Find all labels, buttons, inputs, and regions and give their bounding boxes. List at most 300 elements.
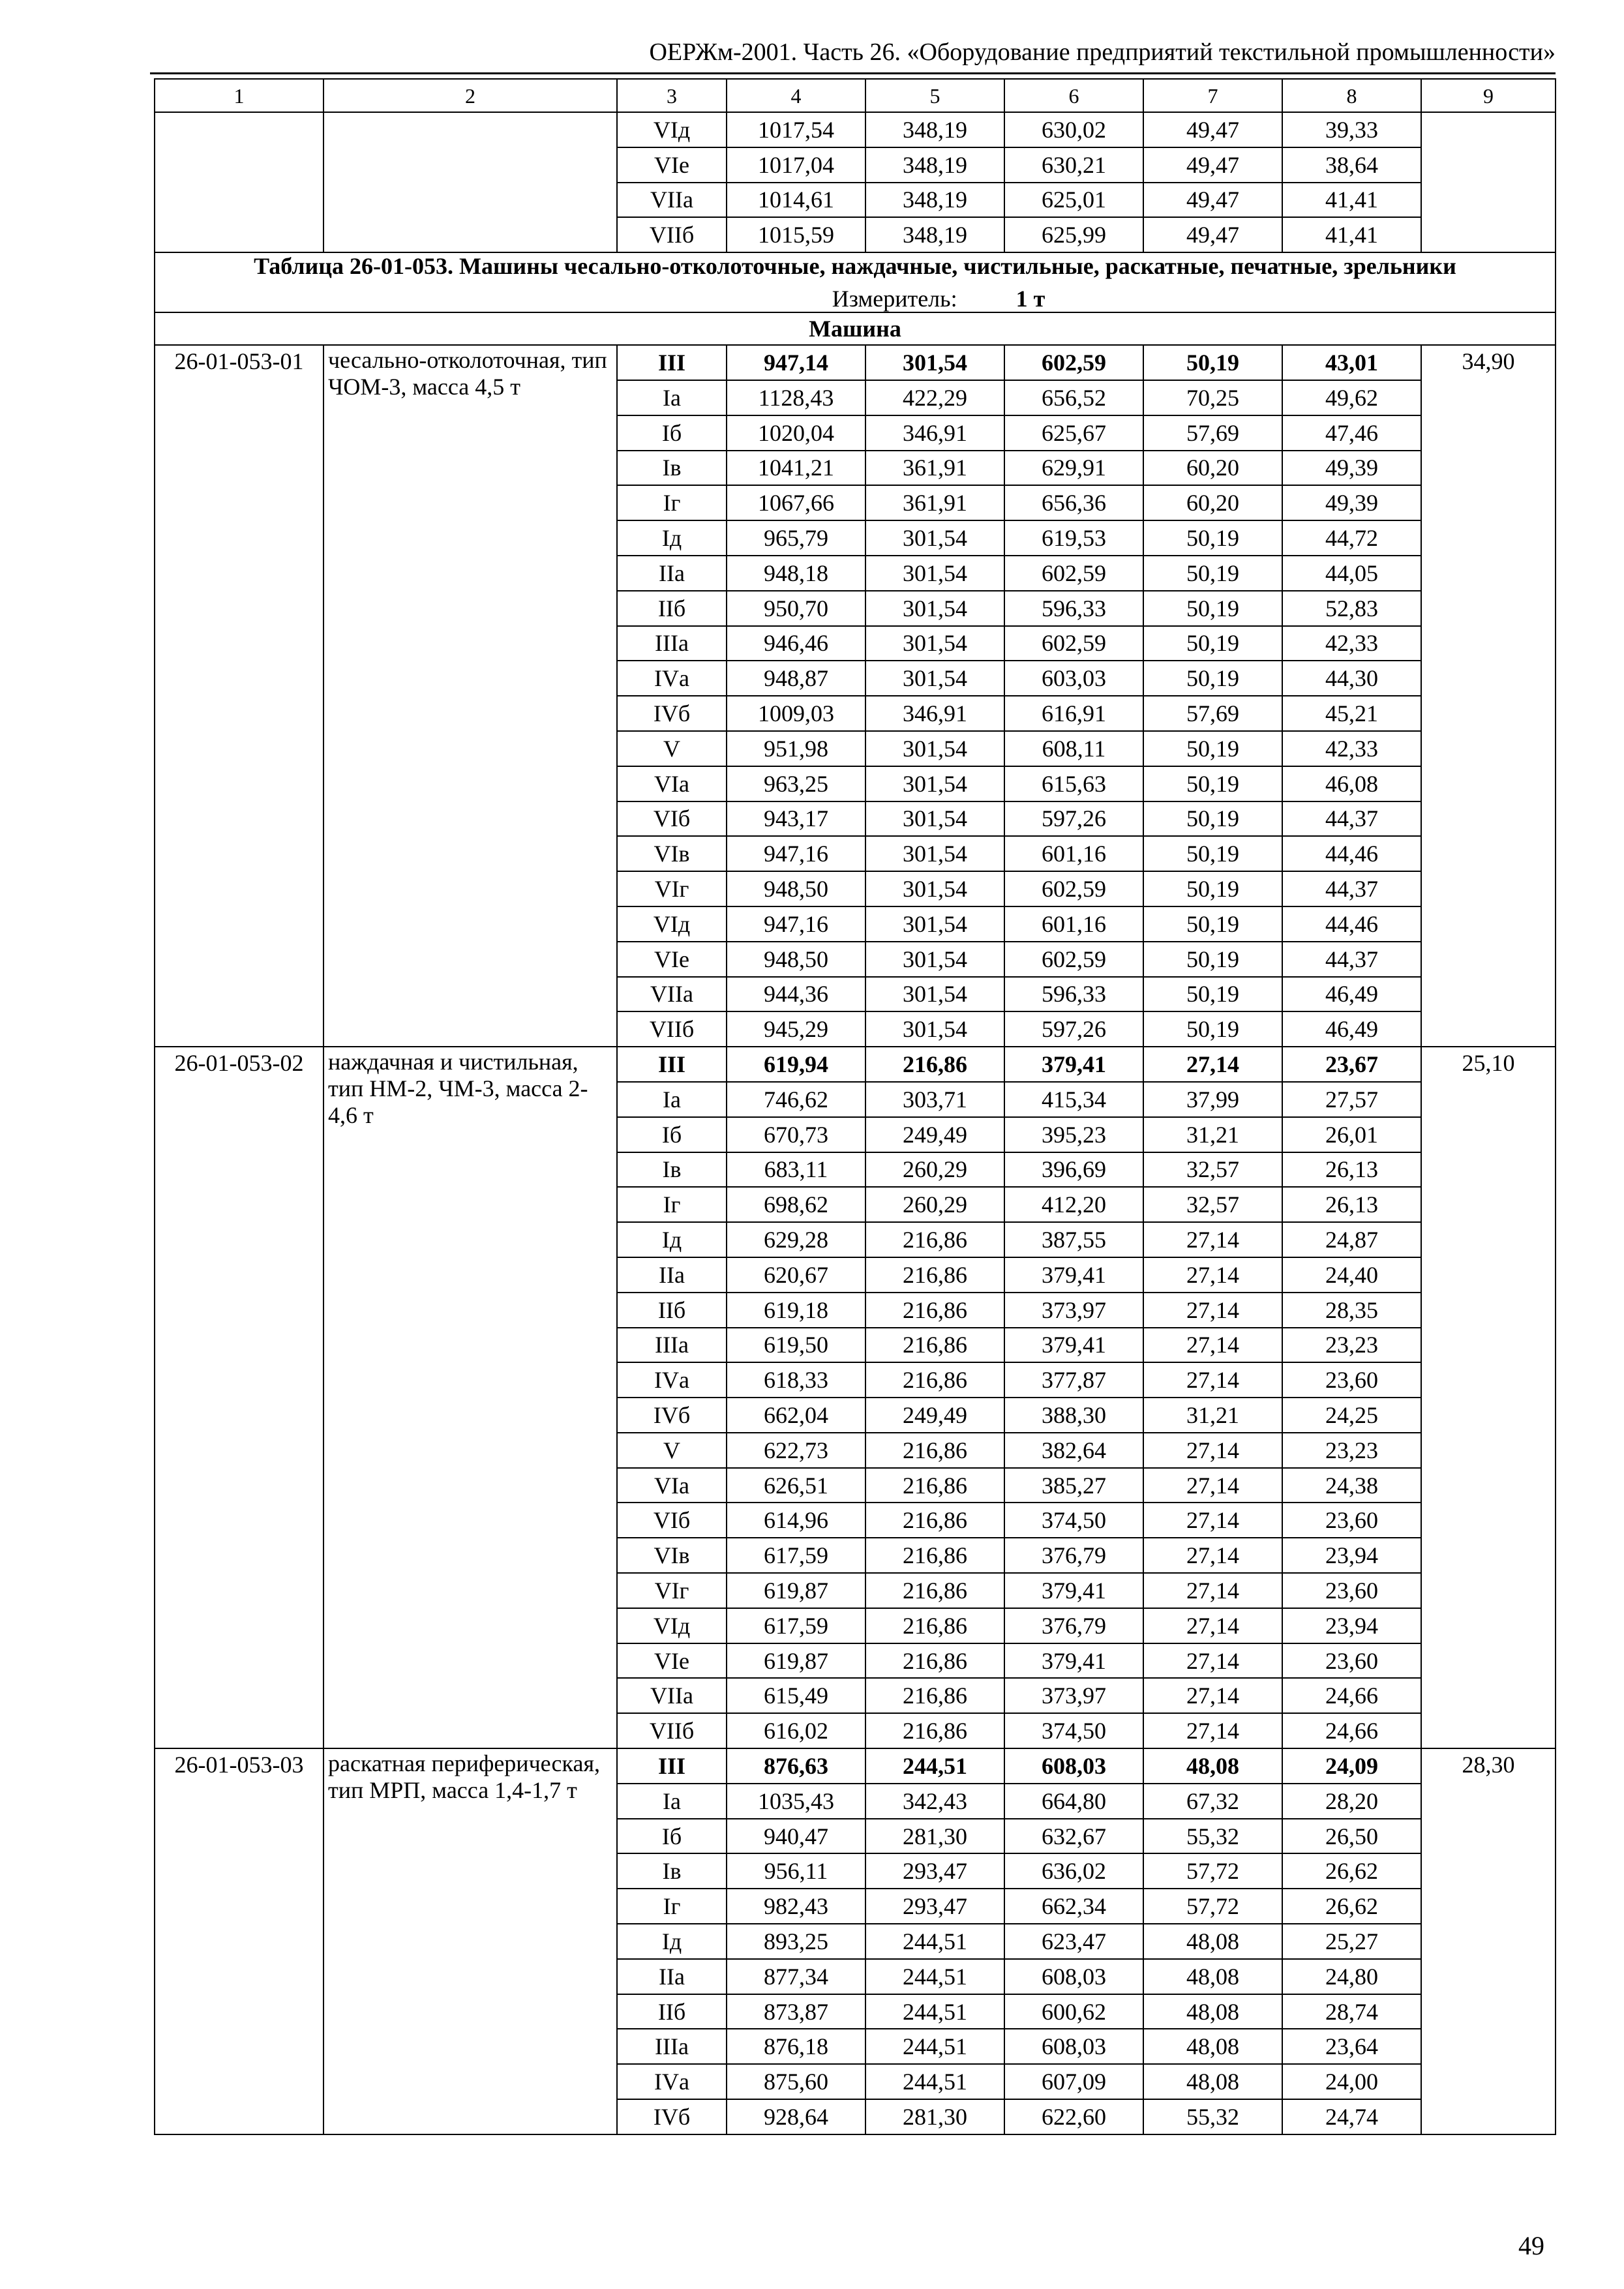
zone-code-cell: IIа	[617, 1959, 727, 1994]
value-cell: 50,19	[1143, 626, 1282, 661]
value-cell: 23,64	[1282, 2029, 1421, 2064]
value-cell: 373,97	[1004, 1678, 1143, 1713]
value-cell: 600,62	[1004, 1994, 1143, 2029]
zone-code-cell: VIIб	[617, 217, 727, 252]
zone-code-cell: VIд	[617, 906, 727, 942]
value-cell: 948,87	[727, 661, 865, 696]
value-cell: 956,11	[727, 1853, 865, 1889]
column-number-row	[155, 79, 1556, 112]
value-cell: 37,99	[1143, 1082, 1282, 1117]
zone-code-cell: V	[617, 1433, 727, 1468]
value-cell: 23,60	[1282, 1503, 1421, 1538]
value-cell: 950,70	[727, 591, 865, 626]
value-cell: 49,39	[1282, 451, 1421, 486]
price-table	[154, 78, 1556, 2135]
value-cell: 24,87	[1282, 1222, 1421, 1257]
value-cell: 50,19	[1143, 942, 1282, 977]
zone-code-cell: Iв	[617, 451, 727, 486]
value-cell: 44,37	[1282, 942, 1421, 977]
value-cell: 379,41	[1004, 1643, 1143, 1679]
value-cell: 49,39	[1282, 485, 1421, 520]
value-cell: 49,47	[1143, 147, 1282, 183]
value-cell: 44,46	[1282, 836, 1421, 871]
value-cell: 26,50	[1282, 1819, 1421, 1854]
value-cell: 27,14	[1143, 1047, 1282, 1082]
page-number: 49	[1518, 2231, 1544, 2260]
value-cell: 379,41	[1004, 1257, 1143, 1293]
value-cell: 301,54	[865, 977, 1004, 1012]
value-cell: 618,33	[727, 1362, 865, 1398]
item-code: 26-01-053-01	[155, 345, 323, 1047]
zone-code-cell: VIд	[617, 1608, 727, 1643]
zone-code-cell: Iб	[617, 415, 727, 451]
value-cell: 1017,54	[727, 112, 865, 147]
value-cell: 216,86	[865, 1362, 1004, 1398]
value-cell: 293,47	[865, 1853, 1004, 1889]
value-cell: 379,41	[1004, 1328, 1143, 1363]
zone-code-cell: VIIб	[617, 1713, 727, 1748]
value-cell: 244,51	[865, 1748, 1004, 1784]
value-cell: 293,47	[865, 1889, 1004, 1924]
zone-code-cell: IIIа	[617, 2029, 727, 2064]
value-cell: 49,62	[1282, 380, 1421, 415]
value-cell: 373,97	[1004, 1293, 1143, 1328]
value-cell: 216,86	[865, 1643, 1004, 1679]
value-cell: 27,14	[1143, 1538, 1282, 1573]
value-cell: 216,86	[865, 1257, 1004, 1293]
value-cell: 27,14	[1143, 1362, 1282, 1398]
value-cell: 244,51	[865, 2029, 1004, 2064]
zone-code-cell: VIIа	[617, 977, 727, 1012]
value-cell: 52,83	[1282, 591, 1421, 626]
value-cell: 50,19	[1143, 591, 1282, 626]
value-cell: 602,59	[1004, 556, 1143, 591]
value-cell: 947,16	[727, 906, 865, 942]
zone-code-cell: IIа	[617, 1257, 727, 1293]
value-cell: 965,79	[727, 520, 865, 556]
value-cell: 1014,61	[727, 183, 865, 218]
zone-code-cell: IVб	[617, 1398, 727, 1433]
zone-code-cell: VIIа	[617, 1678, 727, 1713]
value-cell: 23,60	[1282, 1643, 1421, 1679]
column-number: 9	[1421, 79, 1556, 112]
zone-code-cell: Iб	[617, 1819, 727, 1854]
value-cell: 244,51	[865, 1924, 1004, 1959]
value-cell: 27,14	[1143, 1328, 1282, 1363]
value-cell: 877,34	[727, 1959, 865, 1994]
value-cell: 46,49	[1282, 1011, 1421, 1047]
table-title: Таблица 26-01-053. Машины чесально-отколоточные, наждачные, чистильные, раскатные, печатные, зрельники	[254, 253, 1456, 280]
value-cell: 23,60	[1282, 1362, 1421, 1398]
value-cell: 388,30	[1004, 1398, 1143, 1433]
value-cell: 301,54	[865, 1011, 1004, 1047]
value-cell: 301,54	[865, 906, 1004, 942]
value-cell: 42,33	[1282, 626, 1421, 661]
value-cell: 951,98	[727, 731, 865, 766]
item-description: наждачная и чистильная, тип НМ-2, ЧМ-3, масса 2-4,6 т	[323, 1047, 617, 1748]
zone-code-cell: Iд	[617, 1924, 727, 1959]
value-cell: 48,08	[1143, 1994, 1282, 2029]
value-cell: 216,86	[865, 1538, 1004, 1573]
value-cell: 632,67	[1004, 1819, 1143, 1854]
value-cell: 603,03	[1004, 661, 1143, 696]
value-cell: 50,19	[1143, 871, 1282, 906]
value-cell: 27,14	[1143, 1222, 1282, 1257]
value-cell: 630,21	[1004, 147, 1143, 183]
value-cell: 31,21	[1143, 1398, 1282, 1433]
zone-code-cell: Iа	[617, 1784, 727, 1819]
column-number: 1	[155, 79, 323, 112]
value-cell: 67,32	[1143, 1784, 1282, 1819]
value-cell: 348,19	[865, 112, 1004, 147]
value-cell: 260,29	[865, 1152, 1004, 1188]
value-cell: 50,19	[1143, 766, 1282, 801]
value-cell: 27,14	[1143, 1433, 1282, 1468]
value-cell: 24,38	[1282, 1468, 1421, 1503]
value-cell: 45,21	[1282, 696, 1421, 731]
value-cell: 301,54	[865, 871, 1004, 906]
value-cell: 656,36	[1004, 485, 1143, 520]
value-cell: 982,43	[727, 1889, 865, 1924]
value-cell: 44,05	[1282, 556, 1421, 591]
value-cell: 281,30	[865, 2099, 1004, 2134]
value-cell: 622,60	[1004, 2099, 1143, 2134]
value-cell: 945,29	[727, 1011, 865, 1047]
zone-code-cell: IVб	[617, 696, 727, 731]
value-cell: 27,14	[1143, 1573, 1282, 1608]
value-cell: 216,86	[865, 1047, 1004, 1082]
table-title-row	[155, 252, 1556, 312]
header-rule	[150, 72, 1556, 74]
value-cell: 928,64	[727, 2099, 865, 2134]
empty-cell	[155, 112, 323, 252]
value-cell: 622,73	[727, 1433, 865, 1468]
value-cell: 1067,66	[727, 485, 865, 520]
value-cell: 60,20	[1143, 485, 1282, 520]
value-cell: 44,30	[1282, 661, 1421, 696]
value-cell: 662,04	[727, 1398, 865, 1433]
zone-code-cell: III	[617, 1047, 727, 1082]
zone-code-cell: IIIа	[617, 626, 727, 661]
value-cell: 50,19	[1143, 836, 1282, 871]
value-cell: 244,51	[865, 1959, 1004, 1994]
value-cell: 625,67	[1004, 415, 1143, 451]
value-cell: 636,02	[1004, 1853, 1143, 1889]
value-cell: 615,63	[1004, 766, 1143, 801]
value-cell: 947,14	[727, 345, 865, 380]
zone-code-cell: Iа	[617, 1082, 727, 1117]
column-number: 3	[617, 79, 727, 112]
value-cell: 49,47	[1143, 112, 1282, 147]
value-cell: 361,91	[865, 451, 1004, 486]
value-cell: 216,86	[865, 1573, 1004, 1608]
value-cell: 27,14	[1143, 1503, 1282, 1538]
value-cell: 619,87	[727, 1573, 865, 1608]
value-cell: 244,51	[865, 1994, 1004, 2029]
measure-label: Измеритель:	[832, 286, 957, 312]
zone-code-cell: IIб	[617, 1293, 727, 1328]
value-cell: 683,11	[727, 1152, 865, 1188]
value-cell: 873,87	[727, 1994, 865, 2029]
value-cell: 50,19	[1143, 661, 1282, 696]
value-cell: 608,03	[1004, 2029, 1143, 2064]
value-cell: 608,03	[1004, 1959, 1143, 1994]
value-cell: 50,19	[1143, 556, 1282, 591]
value-cell: 379,41	[1004, 1047, 1143, 1082]
value-cell: 23,23	[1282, 1433, 1421, 1468]
zone-code-cell: IVа	[617, 2064, 727, 2099]
value-cell: 44,37	[1282, 801, 1421, 837]
column-number: 2	[323, 79, 617, 112]
value-cell: 57,72	[1143, 1853, 1282, 1889]
value-cell: 596,33	[1004, 591, 1143, 626]
value-cell: 361,91	[865, 485, 1004, 520]
value-cell: 301,54	[865, 836, 1004, 871]
value-cell: 41,41	[1282, 217, 1421, 252]
value-cell: 944,36	[727, 977, 865, 1012]
zone-code-cell: Iд	[617, 520, 727, 556]
value-cell: 50,19	[1143, 731, 1282, 766]
value-cell: 55,32	[1143, 1819, 1282, 1854]
value-cell: 617,59	[727, 1538, 865, 1573]
value-cell: 23,94	[1282, 1608, 1421, 1643]
value-cell: 301,54	[865, 556, 1004, 591]
value-cell: 948,18	[727, 556, 865, 591]
value-cell: 619,18	[727, 1293, 865, 1328]
value-cell: 48,08	[1143, 1959, 1282, 1994]
value-cell: 24,66	[1282, 1678, 1421, 1713]
value-cell: 216,86	[865, 1468, 1004, 1503]
value-cell: 31,21	[1143, 1117, 1282, 1152]
value-cell: 602,59	[1004, 871, 1143, 906]
value-cell: 374,50	[1004, 1503, 1143, 1538]
value-cell: 346,91	[865, 696, 1004, 731]
value-cell: 216,86	[865, 1222, 1004, 1257]
value-cell: 601,16	[1004, 836, 1143, 871]
value-cell: 32,57	[1143, 1152, 1282, 1188]
value-cell: 940,47	[727, 1819, 865, 1854]
value-cell: 301,54	[865, 766, 1004, 801]
item-code: 26-01-053-03	[155, 1748, 323, 2134]
value-cell: 26,01	[1282, 1117, 1421, 1152]
value-cell: 382,64	[1004, 1433, 1143, 1468]
value-cell: 1041,21	[727, 451, 865, 486]
zone-code-cell: III	[617, 1748, 727, 1784]
value-cell: 626,51	[727, 1468, 865, 1503]
column-number: 7	[1143, 79, 1282, 112]
value-cell: 27,14	[1143, 1713, 1282, 1748]
value-cell: 602,59	[1004, 345, 1143, 380]
value-cell: 387,55	[1004, 1222, 1143, 1257]
value-cell: 301,54	[865, 626, 1004, 661]
table-row	[155, 1047, 1556, 1082]
value-cell: 28,74	[1282, 1994, 1421, 2029]
value-cell: 23,94	[1282, 1538, 1421, 1573]
value-cell: 948,50	[727, 942, 865, 977]
value-cell: 27,57	[1282, 1082, 1421, 1117]
value-cell: 303,71	[865, 1082, 1004, 1117]
value-cell: 374,50	[1004, 1713, 1143, 1748]
value-cell: 412,20	[1004, 1187, 1143, 1222]
value-cell: 46,08	[1282, 766, 1421, 801]
zone-code-cell: IVб	[617, 2099, 727, 2134]
value-cell: 656,52	[1004, 380, 1143, 415]
value-cell: 963,25	[727, 766, 865, 801]
value-cell: 24,74	[1282, 2099, 1421, 2134]
value-cell: 602,59	[1004, 626, 1143, 661]
value-cell: 49,47	[1143, 183, 1282, 218]
value-cell: 216,86	[865, 1433, 1004, 1468]
value-cell: 698,62	[727, 1187, 865, 1222]
value-cell: 23,23	[1282, 1328, 1421, 1363]
value-cell: 48,08	[1143, 2064, 1282, 2099]
value-cell: 422,29	[865, 380, 1004, 415]
value-cell: 348,19	[865, 217, 1004, 252]
value-cell: 244,51	[865, 2064, 1004, 2099]
value-cell: 48,08	[1143, 2029, 1282, 2064]
value-cell: 377,87	[1004, 1362, 1143, 1398]
value-cell: 875,60	[727, 2064, 865, 2099]
value-cell: 25,27	[1282, 1924, 1421, 1959]
value-cell: 608,03	[1004, 1748, 1143, 1784]
zone-code-cell: Iд	[617, 1222, 727, 1257]
zone-code-cell: VIIа	[617, 183, 727, 218]
value-cell: 301,54	[865, 345, 1004, 380]
value-cell: 48,08	[1143, 1924, 1282, 1959]
value-cell: 948,50	[727, 871, 865, 906]
zone-code-cell: V	[617, 731, 727, 766]
value-cell: 44,37	[1282, 871, 1421, 906]
zone-code-cell: VIг	[617, 871, 727, 906]
value-cell: 216,86	[865, 1503, 1004, 1538]
value-cell: 48,08	[1143, 1748, 1282, 1784]
value-cell: 346,91	[865, 415, 1004, 451]
value-cell: 597,26	[1004, 1011, 1143, 1047]
value-cell: 629,28	[727, 1222, 865, 1257]
value-cell: 216,86	[865, 1328, 1004, 1363]
value-cell: 24,00	[1282, 2064, 1421, 2099]
item-code: 26-01-053-02	[155, 1047, 323, 1748]
table-row	[155, 345, 1556, 380]
item-description: чесально-отколоточная, тип ЧОМ-3, масса 4,5 т	[323, 345, 617, 1047]
value-cell: 50,19	[1143, 1011, 1282, 1047]
value-cell: 601,16	[1004, 906, 1143, 942]
zone-code-cell: VIб	[617, 801, 727, 837]
value-cell: 38,64	[1282, 147, 1421, 183]
value-cell: 216,86	[865, 1713, 1004, 1748]
value-cell: 24,66	[1282, 1713, 1421, 1748]
zone-code-cell: VIд	[617, 112, 727, 147]
value-cell: 249,49	[865, 1117, 1004, 1152]
zone-code-cell: IVа	[617, 661, 727, 696]
value-cell: 249,49	[865, 1398, 1004, 1433]
zone-code-cell: VIб	[617, 1503, 727, 1538]
zone-code-cell: IIIа	[617, 1328, 727, 1363]
value-cell: 23,67	[1282, 1047, 1421, 1082]
value-cell: 55,32	[1143, 2099, 1282, 2134]
value-cell: 1009,03	[727, 696, 865, 731]
zone-code-cell: Iб	[617, 1117, 727, 1152]
zone-code-cell: Iв	[617, 1853, 727, 1889]
value-cell: 947,16	[727, 836, 865, 871]
value-cell: 47,46	[1282, 415, 1421, 451]
value-cell: 1020,04	[727, 415, 865, 451]
zone-code-cell: IVа	[617, 1362, 727, 1398]
value-cell: 50,19	[1143, 906, 1282, 942]
value-cell: 1015,59	[727, 217, 865, 252]
value-cell: 1128,43	[727, 380, 865, 415]
value-cell: 602,59	[1004, 942, 1143, 977]
value-cell: 57,69	[1143, 696, 1282, 731]
value-cell: 376,79	[1004, 1608, 1143, 1643]
value-cell: 26,13	[1282, 1187, 1421, 1222]
value-cell: 619,94	[727, 1047, 865, 1082]
value-cell: 50,19	[1143, 801, 1282, 837]
value-cell: 301,54	[865, 591, 1004, 626]
value-cell: 1035,43	[727, 1784, 865, 1819]
value-cell: 342,43	[865, 1784, 1004, 1819]
value-cell: 24,40	[1282, 1257, 1421, 1293]
zone-code-cell: VIа	[617, 766, 727, 801]
value-cell: 24,80	[1282, 1959, 1421, 1994]
group-row	[155, 312, 1556, 345]
value-cell: 27,14	[1143, 1608, 1282, 1643]
value-cell: 619,50	[727, 1328, 865, 1363]
table-row	[155, 112, 1556, 147]
value-cell: 376,79	[1004, 1538, 1143, 1573]
value-cell: 50,19	[1143, 977, 1282, 1012]
value-cell: 946,46	[727, 626, 865, 661]
value-cell: 385,27	[1004, 1468, 1143, 1503]
value-cell: 216,86	[865, 1293, 1004, 1328]
value-cell: 41,41	[1282, 183, 1421, 218]
value-cell: 876,18	[727, 2029, 865, 2064]
value-cell: 301,54	[865, 801, 1004, 837]
item-last-value: 28,30	[1421, 1748, 1556, 2134]
value-cell: 379,41	[1004, 1573, 1143, 1608]
value-cell: 616,02	[727, 1713, 865, 1748]
value-cell: 348,19	[865, 183, 1004, 218]
value-cell: 43,01	[1282, 345, 1421, 380]
zone-code-cell: VIв	[617, 836, 727, 871]
value-cell: 28,20	[1282, 1784, 1421, 1819]
item-last-value: 34,90	[1421, 345, 1556, 1047]
zone-code-cell: Iг	[617, 1187, 727, 1222]
value-cell: 629,91	[1004, 451, 1143, 486]
value-cell: 597,26	[1004, 801, 1143, 837]
zone-code-cell: VIе	[617, 942, 727, 977]
value-cell: 27,14	[1143, 1468, 1282, 1503]
group-title: Машина	[155, 312, 1556, 345]
value-cell: 44,46	[1282, 906, 1421, 942]
value-cell: 608,11	[1004, 731, 1143, 766]
zone-code-cell: VIIб	[617, 1011, 727, 1047]
zone-code-cell: VIг	[617, 1573, 727, 1608]
table-row	[155, 1748, 1556, 1784]
value-cell: 301,54	[865, 942, 1004, 977]
value-cell: 614,96	[727, 1503, 865, 1538]
zone-code-cell: VIв	[617, 1538, 727, 1573]
measure-unit: 1 т	[1015, 286, 1045, 312]
value-cell: 630,02	[1004, 112, 1143, 147]
value-cell: 32,57	[1143, 1187, 1282, 1222]
value-cell: 50,19	[1143, 520, 1282, 556]
value-cell: 664,80	[1004, 1784, 1143, 1819]
value-cell: 49,47	[1143, 217, 1282, 252]
value-cell: 24,09	[1282, 1748, 1421, 1784]
value-cell: 26,13	[1282, 1152, 1421, 1188]
running-header: ОЕРЖм-2001. Часть 26. «Оборудование предприятий текстильной промышленности»	[649, 38, 1556, 66]
